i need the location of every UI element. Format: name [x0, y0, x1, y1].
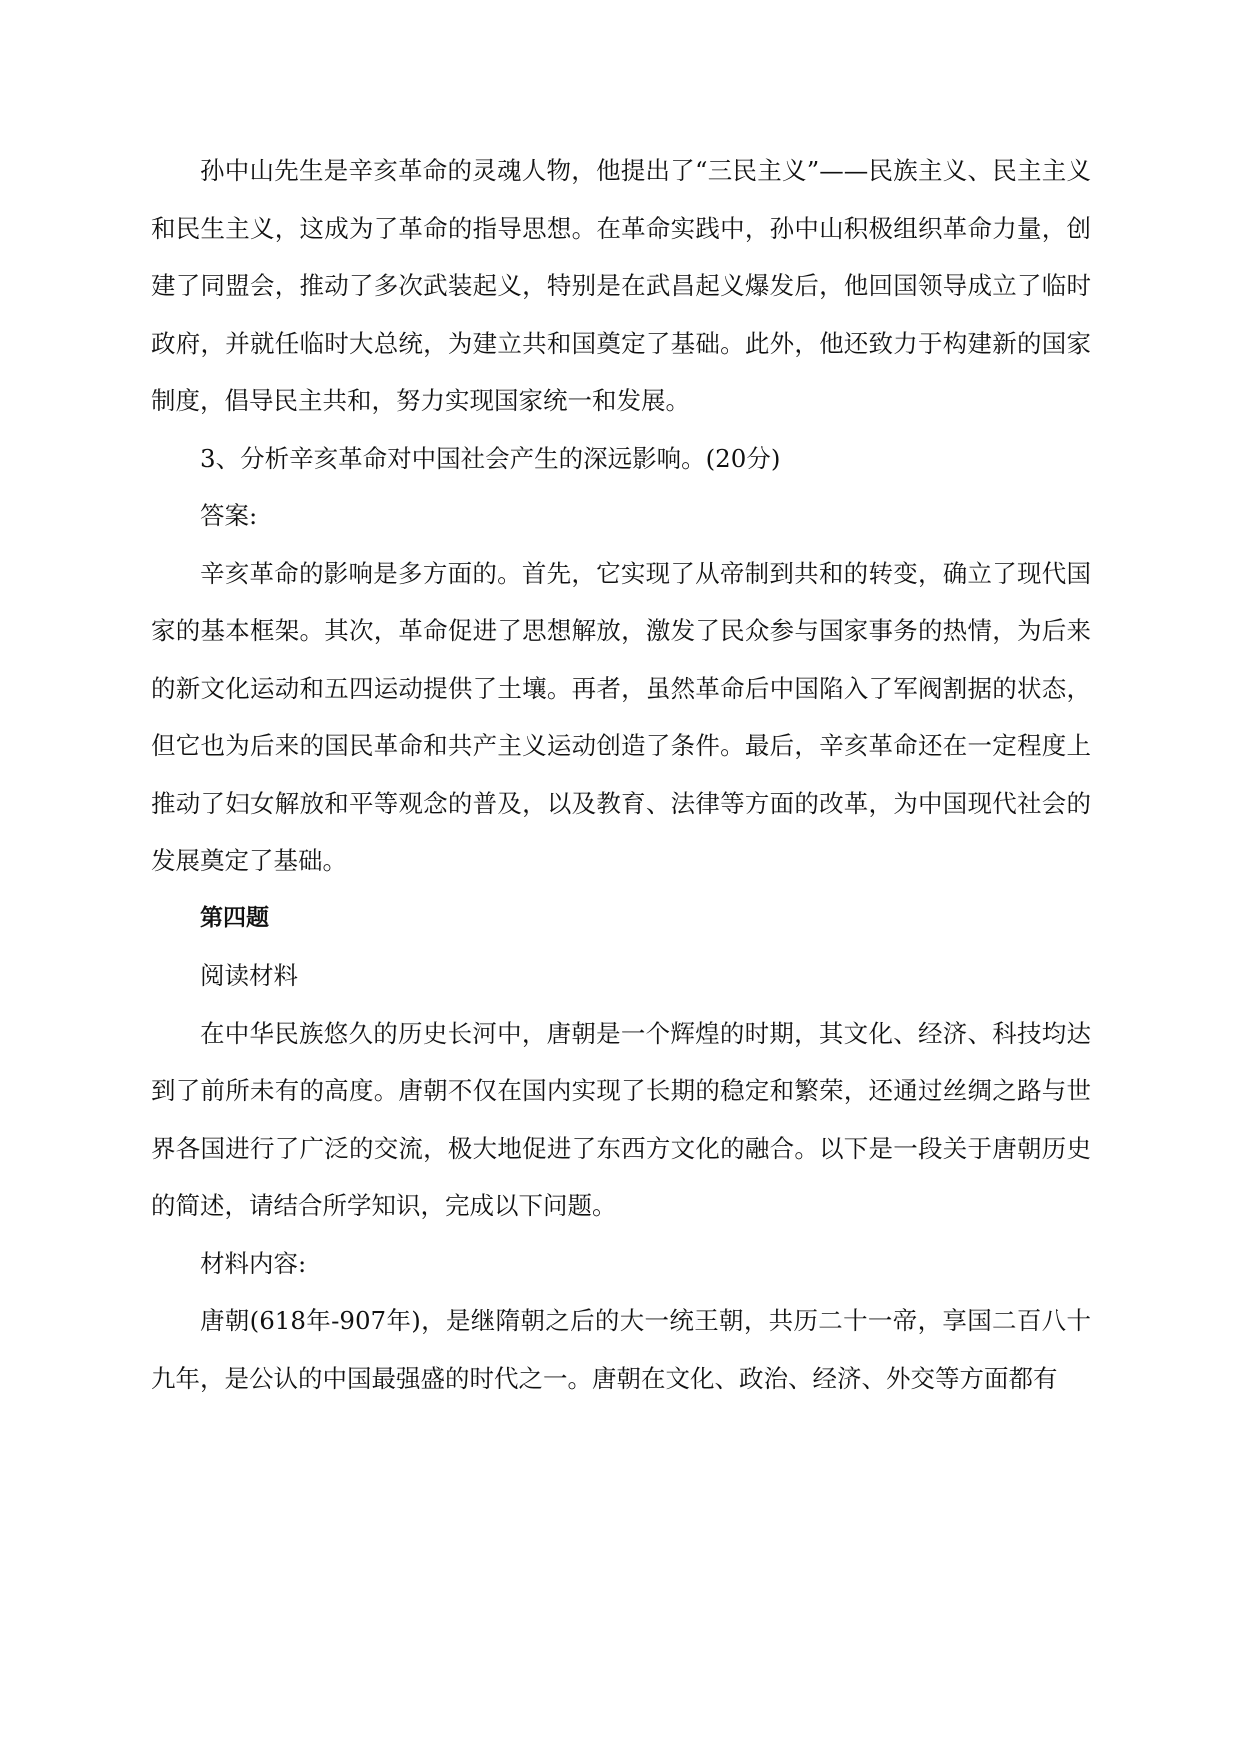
paragraph-tang-dynasty: 唐朝(618年-907年)，是继隋朝之后的大一统王朝，共历二十一帝，享国二百八十九年，是公认的中国最强盛的时代之一。唐朝在文化、政治、经济、外交等方面都有 — [151, 1306, 1091, 1393]
paragraph-sun-yatsen-role: 孙中山先生是辛亥革命的灵魂人物，他提出了“三民主义”——民族主义、民主主义和民生主义，这成为了革命的指导思想。在革命实践中，孙中山积极组织革命力量，创建了同盟会，推动了多次武装起义，特别是在武昌起义爆发后，他回国领导成立了临时政府，并就任临时大总统，为建立共和国奠定了基础。此外，他还致力于构建新的国家制度，倡导民主共和，努力实现国家统一和发展。 — [151, 156, 1091, 415]
document-body — [151, 142, 1091, 1407]
paragraph-tang-intro: 在中华民族悠久的历史长河中，唐朝是一个辉煌的时期，其文化、经济、科技均达到了前所未有的高度。唐朝不仅在国内实现了长期的稳定和繁荣，还通过丝绸之路与世界各国进行了广泛的交流，极大地促进了东西方文化的融合。以下是一段关于唐朝历史的简述，请结合所学知识，完成以下问题。 — [151, 1018, 1091, 1220]
paragraph-revolution-impact: 辛亥革命的影响是多方面的。首先，它实现了从帝制到共和的转变，确立了现代国家的基本框架。其次，革命促进了思想解放，激发了民众参与国家事务的热情，为后来的新文化运动和五四运动提供了土壤。再者，虽然革命后中国陷入了军阀割据的状态，但它也为后来的国民革命和共产主义运动创造了条件。最后，辛亥革命还在一定程度上推动了妇女解放和平等观念的普及，以及教育、法律等方面的改革，为中国现代社会的发展奠定了基础。 — [151, 558, 1091, 875]
reading-material-label: 阅读材料 — [200, 961, 298, 990]
answer-label: 答案: — [200, 501, 258, 530]
question-3: 3、分析辛亥革命对中国社会产生的深远影响。(20分) — [200, 443, 781, 473]
material-content-label: 材料内容: — [200, 1248, 307, 1278]
section-heading-question-4: 第四题 — [200, 904, 269, 931]
